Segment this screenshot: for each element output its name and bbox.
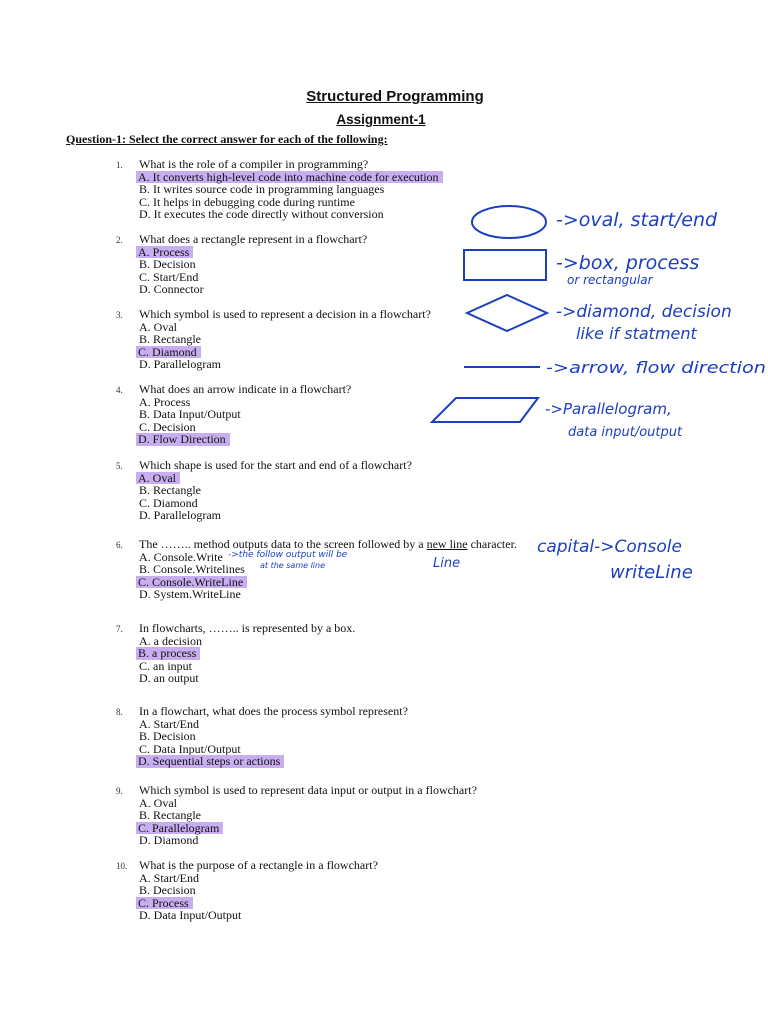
question-number: 6. bbox=[116, 540, 123, 550]
question-number: 8. bbox=[116, 707, 123, 717]
answer-option: B. Rectangle bbox=[139, 332, 201, 346]
note-box-line2: or rectangular bbox=[567, 273, 653, 287]
highlighted-answer-option: C. Console.WriteLine bbox=[136, 576, 247, 589]
question-stem: What does a rectangle represent in a flowchart? bbox=[139, 232, 368, 246]
question-stem: Which shape is used for the start and end of a flowchart? bbox=[139, 458, 412, 472]
question-number: 9. bbox=[116, 786, 123, 796]
answer-option: D. Parallelogram bbox=[139, 357, 221, 371]
question-number: 1. bbox=[116, 160, 123, 170]
answer-option: A. Start/End bbox=[139, 870, 199, 885]
answer-option: A. Process bbox=[139, 394, 191, 409]
answer-option: B. It writes source code in programming languages bbox=[139, 182, 385, 196]
question-stem: What does an arrow indicate in a flowchart? bbox=[139, 382, 352, 396]
question-number: 7. bbox=[116, 624, 123, 634]
parallelogram-shape-drawing bbox=[432, 398, 538, 422]
question-stem: In a flowchart, what does the process symbol represent? bbox=[139, 704, 408, 718]
instruction-label: Question-1: bbox=[66, 132, 126, 146]
question-number: 5. bbox=[116, 461, 123, 471]
assignment-subtitle: Assignment-1 bbox=[336, 112, 426, 127]
answer-option: B. Decision bbox=[139, 729, 196, 743]
answer-option: C. an input bbox=[139, 658, 192, 673]
diamond-shape-drawing bbox=[467, 295, 547, 331]
answer-option: A. a decision bbox=[139, 633, 202, 648]
note-q6-line: Line bbox=[433, 556, 461, 571]
answer-option: C. It helps in debugging code during runtime bbox=[139, 194, 355, 209]
answer-option: A. Console.Write bbox=[139, 549, 223, 564]
note-box-line1: ->box, process bbox=[556, 252, 700, 274]
answer-option: D. Connector bbox=[139, 282, 204, 296]
answer-option: C. Decision bbox=[139, 419, 196, 434]
rectangle-shape-drawing bbox=[464, 250, 546, 280]
oval-shape-drawing bbox=[472, 206, 546, 238]
answer-option: D. It executes the code directly without conversion bbox=[139, 207, 384, 221]
answer-option: A. Oval bbox=[139, 319, 177, 334]
note-q6-writeline: writeLine bbox=[610, 562, 693, 583]
highlighted-answer-option: A. Oval bbox=[136, 472, 180, 485]
answer-option: C. Diamond bbox=[139, 495, 198, 510]
note-diamond-line2: like if statment bbox=[576, 324, 697, 343]
question-stem: In flowcharts, …….. is represented by a box. bbox=[139, 621, 356, 635]
note-oval: ->oval, start/end bbox=[556, 209, 718, 231]
answer-option: B. Rectangle bbox=[139, 808, 201, 822]
instruction-text: Select the correct answer for each of the following: bbox=[126, 132, 388, 146]
highlighted-answer-option: A. Process bbox=[136, 246, 193, 259]
answer-option: B. Console.Writelines bbox=[139, 562, 245, 576]
answer-option: D. Parallelogram bbox=[139, 508, 221, 522]
answer-option: B. Rectangle bbox=[139, 483, 201, 497]
question-stem-part: The …….. method outputs data to the screen followed by a bbox=[139, 537, 427, 551]
question-stem-part: new line bbox=[426, 537, 468, 551]
answer-option: B. Decision bbox=[139, 883, 196, 897]
note-arrow: ->arrow, flow direction bbox=[546, 358, 766, 377]
page-title: Structured Programming bbox=[306, 88, 484, 105]
answer-option: D. an output bbox=[139, 671, 199, 685]
answer-option: A. Start/End bbox=[139, 716, 199, 731]
answer-option: D. Diamond bbox=[139, 833, 199, 847]
question-number: 3. bbox=[116, 310, 123, 320]
question-stem-part: character. bbox=[467, 537, 517, 551]
highlighted-answer-option: D. Sequential steps or actions bbox=[136, 755, 284, 768]
answer-option: D. Data Input/Output bbox=[139, 908, 242, 922]
answer-option: B. Decision bbox=[139, 257, 196, 271]
question-number: 2. bbox=[116, 235, 123, 245]
highlighted-answer-option: C. Parallelogram bbox=[136, 822, 223, 835]
question-stem: Which symbol is used to represent data input or output in a flowchart? bbox=[139, 783, 477, 797]
note-q6-capital: capital->Console bbox=[537, 537, 682, 557]
highlighted-answer-option: A. It converts high-level code into machine code for execution bbox=[136, 171, 443, 184]
answer-option: B. Data Input/Output bbox=[139, 407, 241, 421]
answer-option: C. Start/End bbox=[139, 269, 199, 284]
note-q6-write-line2: at the same line bbox=[260, 561, 326, 570]
question-stem: What is the purpose of a rectangle in a flowchart? bbox=[139, 858, 378, 872]
question-stem: What is the role of a compiler in programming? bbox=[139, 157, 369, 171]
answer-option: D. System.WriteLine bbox=[139, 587, 241, 601]
question-number: 4. bbox=[116, 385, 123, 395]
note-para-line2: data input/output bbox=[568, 425, 683, 440]
highlighted-answer-option: C. Diamond bbox=[136, 346, 201, 359]
answer-option: A. Oval bbox=[139, 795, 177, 810]
answer-option: C. Data Input/Output bbox=[139, 741, 241, 756]
question-number: 10. bbox=[116, 861, 128, 871]
highlighted-answer-option: B. a process bbox=[136, 647, 200, 660]
highlighted-answer-option: C. Process bbox=[136, 897, 193, 910]
highlighted-answer-option: D. Flow Direction bbox=[136, 433, 230, 446]
note-para-line1: ->Parallelogram, bbox=[545, 400, 672, 418]
note-diamond-line1: ->diamond, decision bbox=[556, 302, 732, 322]
note-q6-write-line1: ->the follow output will be bbox=[228, 550, 348, 560]
question-stem: Which symbol is used to represent a decision in a flowchart? bbox=[139, 307, 431, 321]
